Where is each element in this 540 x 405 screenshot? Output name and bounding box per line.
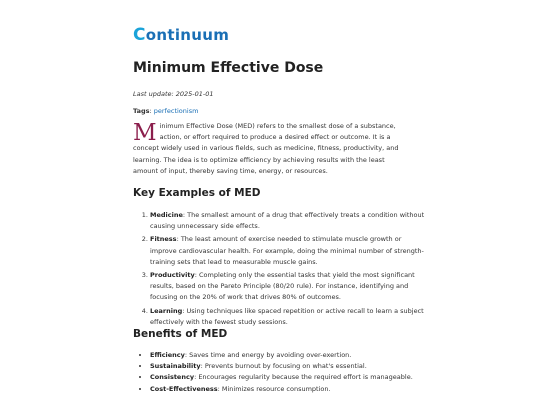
- drop-cap: M: [133, 120, 157, 146]
- tags-line: Tags: perfectionism: [133, 107, 199, 115]
- tags-label: Tags: [133, 107, 150, 115]
- examples-list: [133, 210, 425, 330]
- list-item: 3. Productivity: Completing only the essential tasks that yield the most significant results, based on the Pareto Principle (80/20 rule). For instance, identifying and focusing on the 20% of work that drives 80% of outcomes.: [150, 270, 425, 304]
- intro-paragraph: [133, 121, 408, 177]
- examples-heading: Key Examples of MED: [133, 187, 261, 199]
- logo-initial: C: [133, 25, 146, 45]
- list-item: • Cost-Effectiveness: Minimizes resource consumption.: [150, 384, 425, 395]
- intro-text: inimum Effective Dose (MED) refers to the smallest dose of a substance, action, or effort required to produce a desired effect or outcome. It is a concept widely used in various fields, such as medicine, fitness, productivity, and learning. The idea is to optimize efficiency by achieving results with the least amount of input, thereby saving time, energy, or resources.: [133, 122, 399, 175]
- list-item: 4. Learning: Using techniques like spaced repetition or active recall to learn a subject effectively with the fewest study sessions.: [150, 306, 425, 328]
- list-item: 1. Medicine: The smallest amount of a drug that effectively treats a condition without causing unnecessary side effects.: [150, 210, 425, 232]
- last-update: Last update: 2025-01-01: [133, 90, 214, 98]
- page-title: Minimum Effective Dose: [133, 60, 324, 76]
- benefits-heading: Benefits of MED: [133, 328, 228, 340]
- benefits-list: [133, 350, 425, 395]
- list-item: • Consistency: Encourages regularity because the required effort is manageable.: [150, 372, 425, 383]
- list-item: • Sustainability: Prevents burnout by focusing on what's essential.: [150, 361, 425, 372]
- logo-text: ontinuum: [145, 26, 230, 44]
- list-item: • Efficiency: Saves time and energy by avoiding over-exertion.: [150, 350, 425, 361]
- tag-link[interactable]: perfectionism: [153, 107, 199, 115]
- site-logo[interactable]: [133, 25, 229, 45]
- list-item: 2. Fitness: The least amount of exercise needed to stimulate muscle growth or improve cardiovascular health. For example, doing the minimal number of strength-training sets that lead to measurable muscle gains.: [150, 234, 425, 268]
